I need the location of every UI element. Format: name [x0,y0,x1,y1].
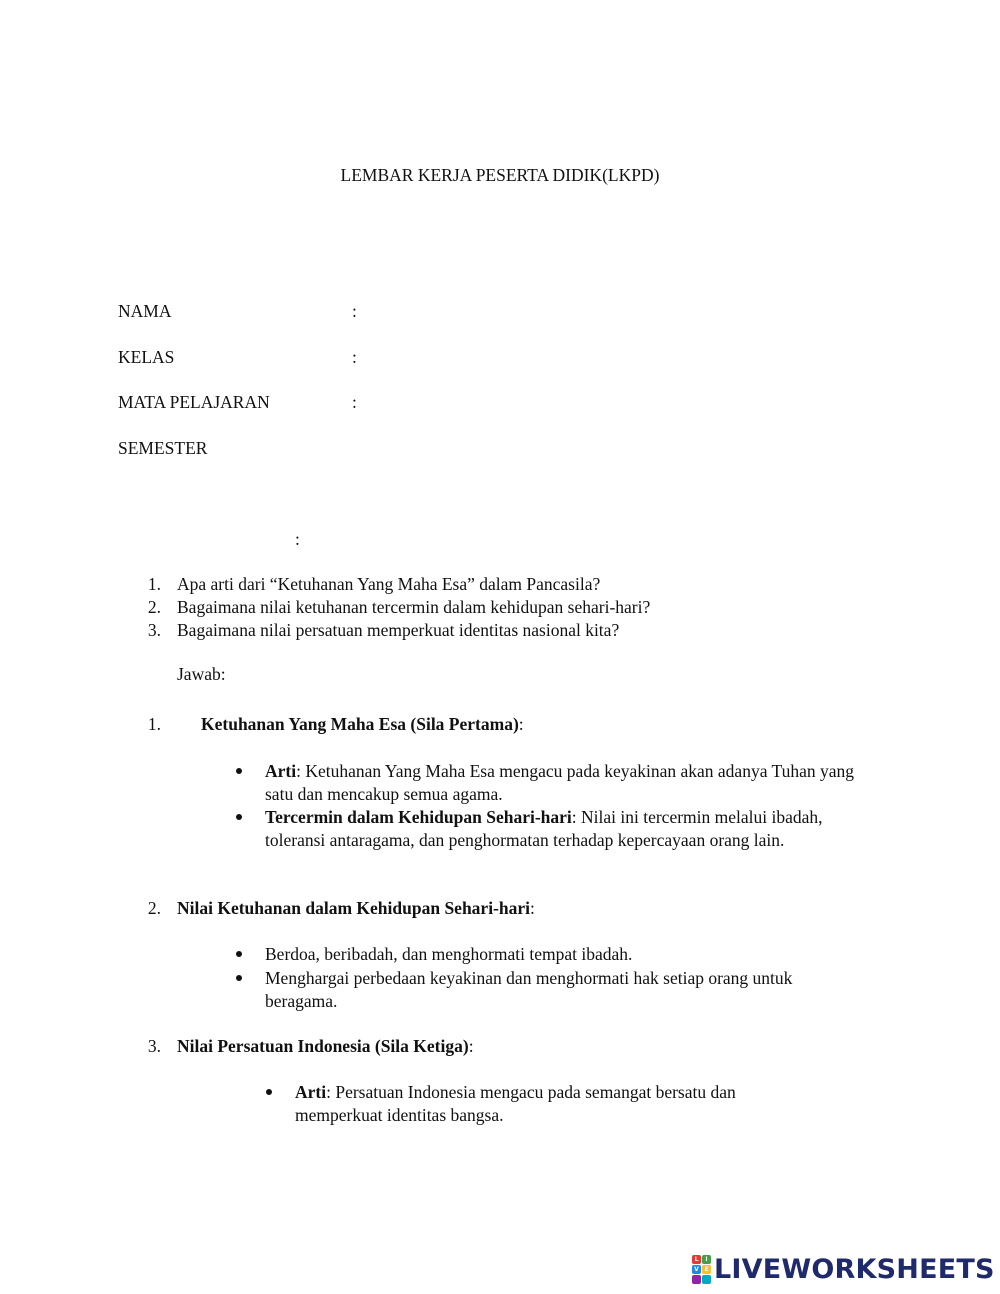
logo-tile: L [692,1255,701,1264]
answer-number: 3. [147,1036,161,1056]
answer-heading-text: Nilai Persatuan Indonesia (Sila Ketiga) [177,1036,469,1056]
bullet-text: : Ketuhanan Yang Maha Esa mengacu pada keyakinan akan adanya Tuhan yang satu dan mencakup semua agama. [265,761,855,804]
field-label-nama: NAMA [118,301,172,321]
page-title: LEMBAR KERJA PESERTA DIDIK(LKPD) [340,165,660,185]
answer-label: Jawab: [177,664,226,684]
question-text: Apa arti dari “Ketuhanan Yang Maha Esa” dalam Pancasila? [177,574,601,594]
answer-heading-text: Nilai Ketuhanan dalam Kehidupan Sehari-hari [177,898,530,918]
question-text: Bagaimana nilai ketuhanan tercermin dalam kehidupan sehari-hari? [177,597,651,617]
bullet-icon [236,975,242,981]
answer-heading-suffix: : [518,714,524,734]
bullet-bold-text: Arti [295,1082,327,1102]
question-number: 2. [147,597,161,617]
logo-tile: V [692,1265,701,1274]
logo-tile: I [702,1255,711,1264]
question-number: 3. [147,620,161,640]
bullet-icon [236,814,242,820]
field-label-mata-pelajaran: MATA PELAJARAN [118,392,270,412]
liveworksheets-logo-icon [692,1255,711,1284]
liveworksheets-logo [692,1254,995,1284]
bullet-text: : Nilai ini tercermin melalui ibadah, toleransi antaragama, dan penghormatan terhadap kepercayaan orang lain. [265,807,823,850]
bullet-bold-text: Arti [265,761,297,781]
field-colon-nama: : [352,301,357,321]
logo-tile [702,1275,711,1284]
question-number: 1. [147,574,161,594]
bullet-text: : Persatuan Indonesia mengacu pada semangat bersatu dan memperkuat identitas bangsa. [295,1082,736,1125]
liveworksheets-logo-text: LIVEWORKSHEETS [714,1253,995,1285]
field-label-kelas: KELAS [118,347,175,367]
bullet-icon [236,951,242,957]
logo-tile: E [702,1265,711,1274]
answer-heading-suffix: : [468,1036,474,1056]
answer-heading [177,897,535,920]
logo-tile [692,1275,701,1284]
answer-bullet [265,806,875,852]
answer-bullet [265,760,865,806]
stray-colon: : [295,529,300,549]
question-text: Bagaimana nilai persatuan memperkuat identitas nasional kita? [177,620,620,640]
answer-heading [201,713,524,736]
bullet-bold-text: Tercermin dalam Kehidupan Sehari-hari [265,807,572,827]
bullet-icon [266,1089,272,1095]
answer-heading-text: Ketuhanan Yang Maha Esa (Sila Pertama) [201,714,519,734]
answer-number: 2. [147,898,161,918]
answer-heading [177,1035,474,1058]
answer-bullet: Berdoa, beribadah, dan menghormati tempat ibadah. [265,944,633,964]
answer-number: 1. [147,714,161,734]
answer-bullet [295,1081,805,1127]
field-colon-kelas: : [352,347,357,367]
field-label-semester: SEMESTER [118,438,208,458]
answer-heading-suffix: : [530,898,535,918]
answer-bullet: Menghargai perbedaan keyakinan dan menghormati hak setiap orang untuk beragama. [265,968,793,1011]
bullet-icon [236,768,242,774]
field-colon-mata-pelajaran: : [352,392,357,412]
